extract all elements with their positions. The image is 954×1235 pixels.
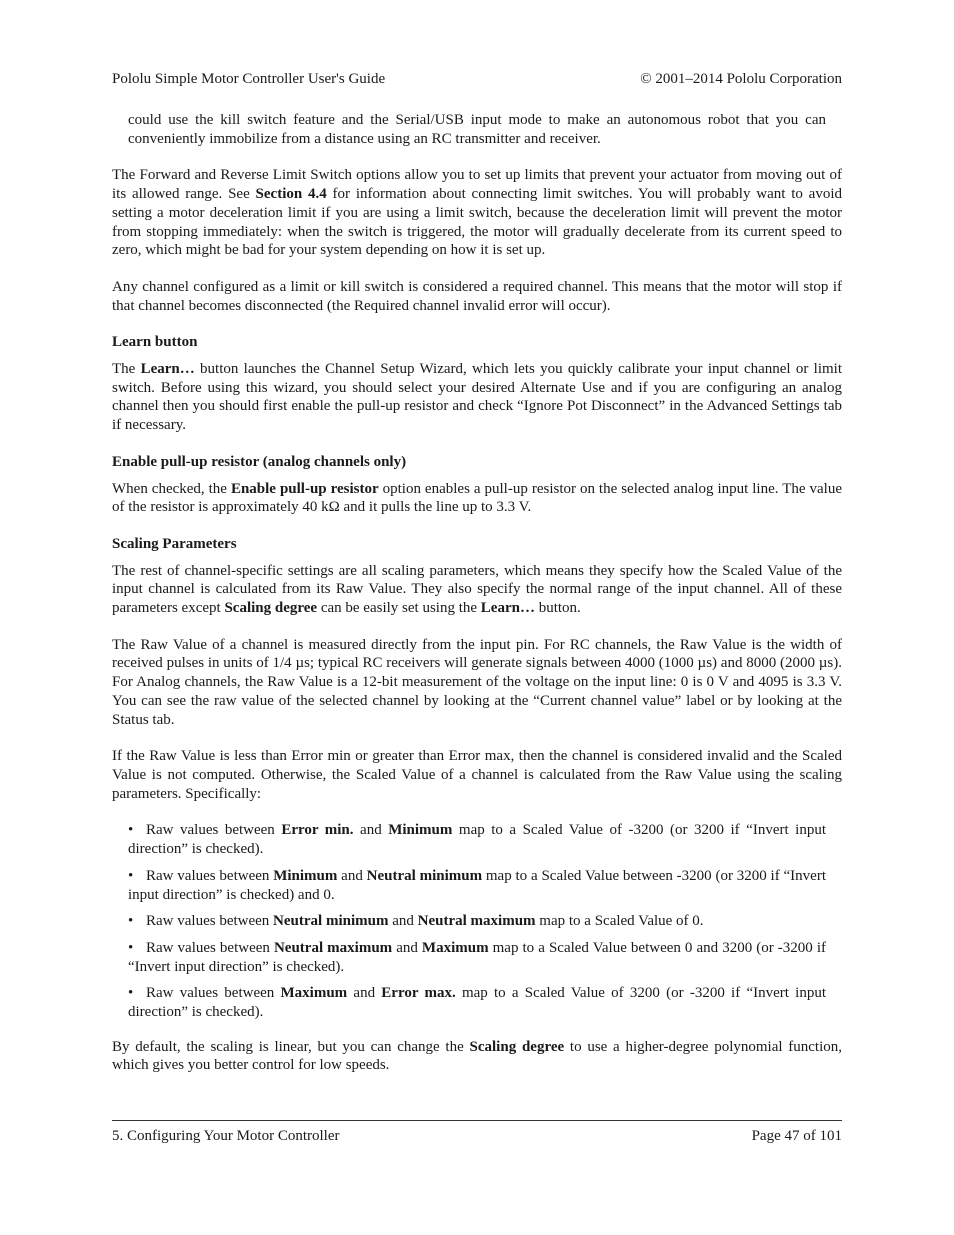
bullet-icon: • [128, 939, 134, 956]
bullet-text: and [337, 867, 367, 884]
scaling-bold-2: Learn… [480, 600, 535, 617]
scaling-bold-1: Scaling degree [224, 600, 318, 617]
list-item [128, 912, 826, 931]
error-range-paragraph: If the Raw Value is less than Error min or greater than Error max, then the channel is considered invalid and the Scaled Value is not computed. Otherwise, the Scaled Value of a channel is calculated from the Raw Value using the scaling parameters. Specifically: [112, 748, 842, 802]
learn-text-2: button launches the Channel Setup Wizard, which lets you quickly calibrate your input channel or limit switch. Before using this wizard, you should select your desired Alternate Use and if you are configuring an analog channel then you should first enable the pull-up resistor and check “Ignore Pot Disconnect” in the Advanced Settings tab if necessary. [112, 361, 842, 434]
bullet-bold: Neutral minimum [366, 867, 483, 884]
final-text-1: By default, the scaling is linear, but you can change the [112, 1038, 470, 1055]
bullet-text: map to a Scaled Value of -3200 (or 3200 if “Invert input direction” is checked). [128, 822, 826, 858]
scaling-paragraph-1 [112, 562, 842, 618]
scaling-text-3: button. [534, 600, 581, 617]
header-copyright: © 2001–2014 Pololu Corporation [640, 71, 842, 87]
scaling-text-1: The rest of channel-specific settings are all scaling parameters, which means they specify how the Scaled Value of the input channel is calculated from its Raw Value. They also specify the normal range of the input channel. All of these parameters except [112, 562, 842, 617]
bullet-text: Raw values between [146, 985, 281, 1002]
raw-value-paragraph: The Raw Value of a channel is measured directly from the input pin. For RC channels, the Raw Value is the width of received pulses in units of 1/4 µs; typical RC receivers will generate signals between 4000 (1000 µs) and 8000 (2000 µs). For Analog channels, the Raw Value is a 12-bit measurement of the voltage on the input line: 0 is 0 V and 4095 is 3.3 V. You can see the raw value of the selected channel by looking at the “Current channel value” label or by looking at the Status tab. [112, 636, 842, 728]
page-footer [112, 1126, 842, 1146]
bullet-icon: • [128, 822, 134, 839]
final-text-2: to use a higher-degree polynomial function, which gives you better control for low speeds. [112, 1038, 843, 1074]
bullet-text: map to a Scaled Value of 0. [535, 913, 704, 930]
bullet-text: Raw values between [146, 867, 274, 884]
bullet-icon: • [128, 867, 134, 884]
scaling-text-2: can be easily set using the [317, 600, 481, 617]
bullet-bold: Neutral maximum [417, 913, 536, 930]
scaling-degree-paragraph [112, 1038, 842, 1075]
list-item [128, 939, 826, 976]
final-bold: Scaling degree [469, 1038, 565, 1055]
bullet-bold: Error min. [281, 822, 354, 839]
bullet-bold: Maximum [280, 985, 348, 1002]
page-header [112, 69, 842, 89]
list-item [128, 867, 826, 904]
pullup-bold: Enable pull-up resistor [230, 480, 379, 497]
pullup-paragraph [112, 480, 842, 517]
list-item [128, 984, 826, 1021]
limit-switch-paragraph [112, 166, 842, 260]
bullet-text: Raw values between [146, 913, 274, 930]
footer-page-number: Page 47 of 101 [751, 1128, 842, 1144]
document-page [112, 0, 842, 1235]
bullet-text: and [347, 985, 382, 1002]
footer-divider [112, 1120, 842, 1121]
bullet-bold: Minimum [273, 867, 338, 884]
pullup-text-1: When checked, the [112, 480, 231, 497]
pullup-heading: Enable pull-up resistor (analog channels only) [112, 453, 407, 470]
section-link[interactable]: Section 4.4 [255, 186, 327, 203]
header-title: Pololu Simple Motor Controller User's Guide [112, 71, 386, 87]
limit-text-2: for information about connecting limit switches. You will probably want to avoid setting a motor deceleration limit if you are using a limit switch, because the deceleration limit will prevent the motor from stopping immediately: when the switch is triggered, the motor will gradually decelerate from its current speed to zero, which might be bad for your system depending on how it is set up. [112, 186, 842, 259]
learn-text-1: The [112, 361, 141, 378]
bullet-text: and [388, 913, 418, 930]
bullet-bold: Error max. [381, 985, 456, 1002]
limit-text-1: The Forward and Reverse Limit Switch options allow you to set up limits that prevent your actuator from moving out of its allowed range. See [112, 167, 842, 203]
bullet-bold: Minimum [388, 822, 453, 839]
required-channel-paragraph: Any channel configured as a limit or kill switch is considered a required channel. This means that the motor will stop if that channel becomes disconnected (the Required channel invalid error will occur). [112, 278, 842, 314]
scaling-bullet-list [112, 821, 842, 1021]
bullet-bold: Neutral minimum [273, 913, 389, 930]
bullet-text: Raw values between [146, 939, 274, 956]
bullet-bold: Neutral maximum [273, 939, 393, 956]
learn-bold: Learn… [140, 361, 195, 378]
bullet-text: and [392, 939, 422, 956]
bullet-text: map to a Scaled Value of 3200 (or -3200 if “Invert input direction” is checked). [128, 985, 826, 1021]
bullet-text: map to a Scaled Value between -3200 (or 3200 if “Invert input direction” is checked) and 0. [128, 867, 826, 903]
bullet-icon: • [128, 913, 134, 930]
bullet-bold: Maximum [421, 939, 489, 956]
pullup-text-2: option enables a pull-up resistor on the selected analog input line. The value of the resistor is approximately 40 kΩ and it pulls the line up to 3.3 V. [112, 480, 842, 516]
learn-button-paragraph [112, 360, 842, 435]
bullet-text: map to a Scaled Value between 0 and 3200 (or -3200 if “Invert input direction” is checked). [128, 939, 826, 975]
bullet-icon: • [128, 985, 134, 1002]
footer-section: 5. Configuring Your Motor Controller [112, 1128, 340, 1144]
page-body [112, 111, 842, 1075]
learn-button-heading: Learn button [112, 334, 198, 351]
intro-continuation: could use the kill switch feature and the Serial/USB input mode to make an autonomous robot that you can conveniently immobilize from a distance using an RC transmitter and receiver. [128, 112, 826, 147]
bullet-text: Raw values between [146, 822, 282, 839]
list-item [128, 821, 826, 858]
bullet-text: and [353, 822, 389, 839]
scaling-heading: Scaling Parameters [112, 535, 237, 552]
